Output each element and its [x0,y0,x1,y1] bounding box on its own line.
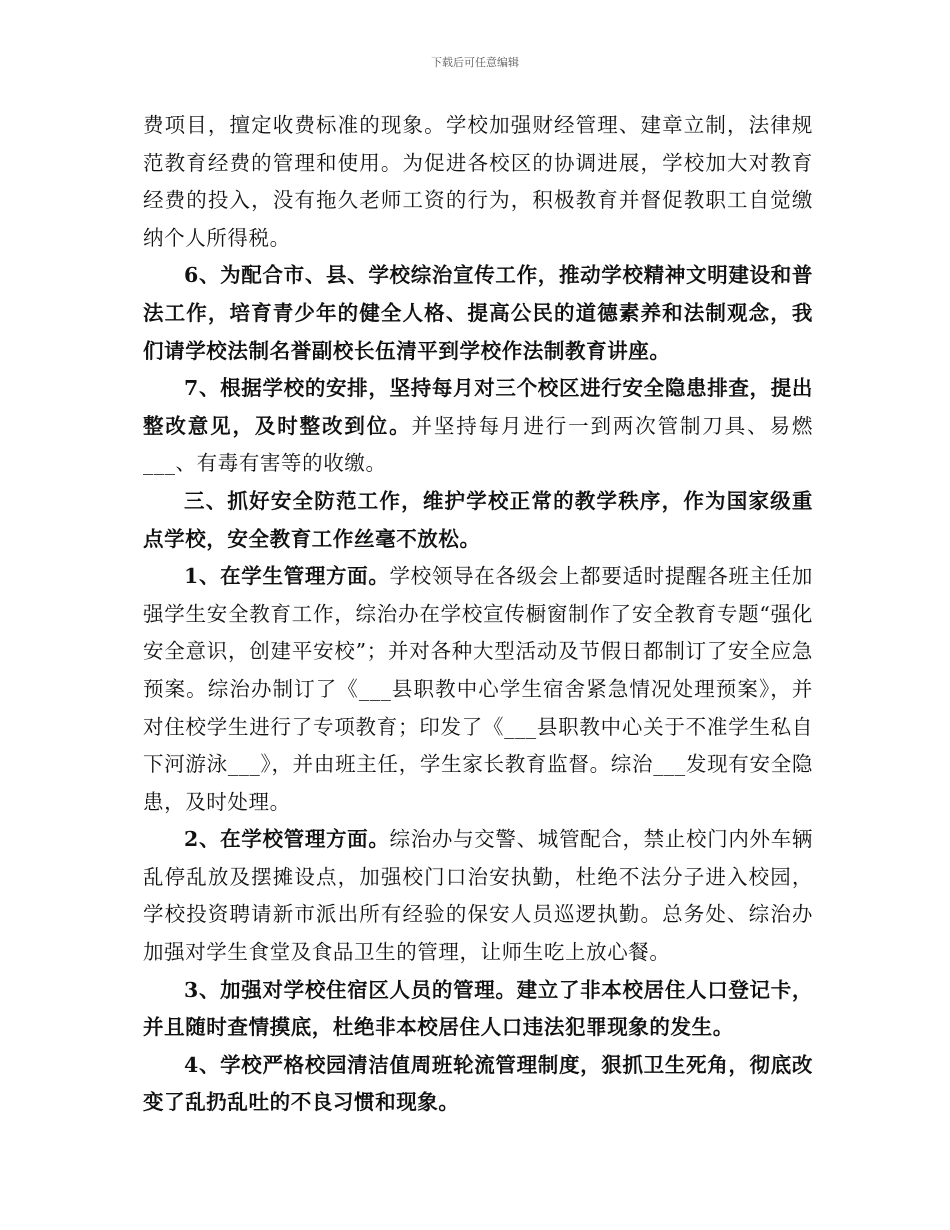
paragraph-item-7-lead: 7、根据学校的安排，坚持每月对三个校区进行安全隐患排查，提出整改意见，及时整改到位。 [143,376,813,438]
page-header: 下载后可任意编辑 [431,56,519,69]
section-heading-3: 三、抓好安全防范工作，维护学校正常的教学秩序，作为国家级重点学校，安全教育工作丝毫不放松。 [143,488,813,551]
paragraph-student-management-lead: 1、在学生管理方面。 [184,564,390,589]
document-body [143,107,813,1122]
paragraph-item-7 [143,370,813,483]
paragraph-student-management [143,558,813,821]
paragraph-school-management-rest: 综治办与交警、城管配合，禁止校门内外车辆乱停乱放及摆摊设点，加强校门口治安执勤，杜绝不法分子进入校园，学校投资聘请新市派出所有经验的保安人员巡逻执勤。总务处、综治办加强对学生食堂及食品卫生的管理，让师生吃上放心餐。 [143,827,814,965]
paragraph-school-management-lead: 2、在学校管理方面。 [184,827,390,852]
paragraph-fee-management: 费项目，擅定收费标准的现象。学校加强财经管理、建章立制，法律规范教育经费的管理和使用。为促进各校区的协调进展，学校加大对教育经费的投入，没有拖久老师工资的行为，积极教育并督促教职工自觉缴纳个人所得税。 [143,113,813,250]
paragraph-item-6: 6、为配合市、县、学校综治宣传工作，推动学校精神文明建设和普法工作，培育青少年的健全人格、提高公民的道德素养和法制观念，我们请学校法制名誉副校长伍清平到学校作法制教育讲座。 [143,263,813,363]
paragraph-school-management [143,821,813,971]
paragraph-item-3: 3、加强对学校住宿区人员的管理。建立了非本校居住人口登记卡，并且随时查情摸底，杜绝非本校居住人口违法犯罪现象的发生。 [143,977,813,1040]
paragraph-item-7-rest: 并坚持每月进行一到两次管制刀具、易燃___、有毒有害等的收缴。 [143,413,813,476]
paragraph-student-management-rest: 学校领导在各级会上都要适时提醒各班主任加强学生安全教育工作，综治办在学校宣传橱窗制作了安全教育专题“强化安全意识，创建平安校”；并对各种大型活动及节假日都制订了安全应急预案。综治办制订了《___县职教中心学生宿舍紧急情况处理预案》，并对住校学生进行了专项教育；印发了《___县职教中心关于不准学生私自下河游泳___》，并由班主任，学生家长教育监督。综治___发现有安全隐患，及时处理。 [143,564,814,814]
paragraph-item-4: 4、学校严格校园清洁值周班轮流管理制度，狠抓卫生死角，彻底改变了乱扔乱吐的不良习惯和现象。 [143,1052,813,1115]
